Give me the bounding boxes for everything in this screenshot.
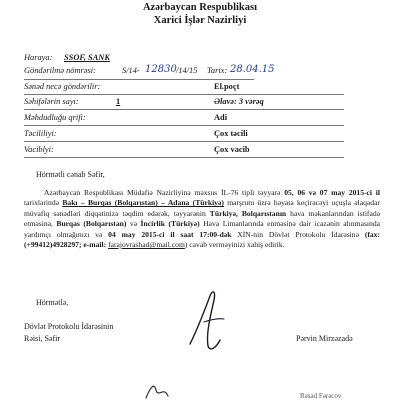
ministry-country: Azərbaycan Respublikası <box>142 2 258 13</box>
ministry-name: Xarici İşlər Nazirliyi <box>153 15 247 26</box>
pages-label: Səhifələrin sayı: <box>24 97 79 106</box>
pages-value: 1 <box>116 97 121 106</box>
footer-name: Rəsad Fərəcov <box>300 392 342 400</box>
out-number-row <box>24 66 380 78</box>
divider <box>24 79 254 80</box>
recipient-value: SSOF, SANK <box>64 53 110 62</box>
divider <box>24 125 344 126</box>
urgency-value: Çox təcili <box>214 129 248 138</box>
date-label: Tarix: <box>207 66 228 75</box>
divider <box>24 157 344 158</box>
send-method-row <box>24 82 380 94</box>
restriction-row <box>24 113 380 125</box>
out-number-prefix: S/14- <box>122 66 140 75</box>
salutation: Hörmətli cənab Səfir, <box>36 170 105 179</box>
urgency-label: Təcililiyi: <box>24 129 57 138</box>
importance-label: Vaciblyi: <box>24 145 54 154</box>
send-method-label: Sənəd necə göndərilir: <box>24 82 101 91</box>
date-handwritten: 28.04.15 <box>230 64 275 75</box>
divider <box>24 94 344 95</box>
divider <box>24 109 344 110</box>
attachment-value: Əlavə: 3 vərəq <box>214 97 264 106</box>
out-number-label: Göndərilmə nömrəsi: <box>24 66 96 75</box>
email-link[interactable]: farajovrashad@mail.com <box>108 240 185 250</box>
out-number-handwritten: 12830 <box>145 64 177 75</box>
out-number-suffix: /14/15 <box>176 66 198 75</box>
send-method-value: El.poçt <box>214 82 240 91</box>
signature-title: Rəisi, Səfir <box>24 334 60 343</box>
signer-name: Pərvin Mirzəzadə <box>296 334 353 343</box>
signature-org: Dövlət Protokolu İdarəsinin <box>24 322 114 331</box>
closing: Hörmətlə, <box>36 298 69 307</box>
importance-row <box>24 145 380 157</box>
restriction-value: Adi <box>214 113 228 122</box>
handwritten-signature <box>160 282 260 362</box>
pages-row <box>24 97 380 109</box>
recipient-row <box>24 53 380 65</box>
urgency-row <box>24 129 380 141</box>
importance-value: Çox vacib <box>214 145 250 154</box>
bottom-handwriting <box>140 378 200 400</box>
letter-body: Azərbaycan Respublikası Müdafiə Nazirliyinə məxsus İL-76 tipli təyyarə 05, 06 və 07 may 2015-ci il tarixlərində Bakı – Burqas (Bolqarıstan) – Adana (Türkiyə) marşrutu üzrə həyata keçirəcəyi uçuşla əlaqədar müvafiq sənədləri diqqətinizə təqdim edərək, təyyarənin Türkiyə, Bolqarıstanın hava məkanlarından istifadə etməsinə, Burqas (Bolqarıstan) və İncirlik (Türkiyə) Hava Limanlarında enməsinə dair icazənin alınmasında yardımçı olmağınızı və 04 may 2015-ci il saat 17:00-dək XİN-nin Dövlət Protokolu İdarəsinə (fax: (+99412)4928297; e-mail: farajovrashad@mail.com) cavab verməyinizi xahiş edirik. <box>24 188 381 250</box>
divider <box>24 141 344 142</box>
restriction-label: Məhdudluğu qrifi: <box>24 113 86 122</box>
recipient-label: Haraya: <box>24 53 53 62</box>
